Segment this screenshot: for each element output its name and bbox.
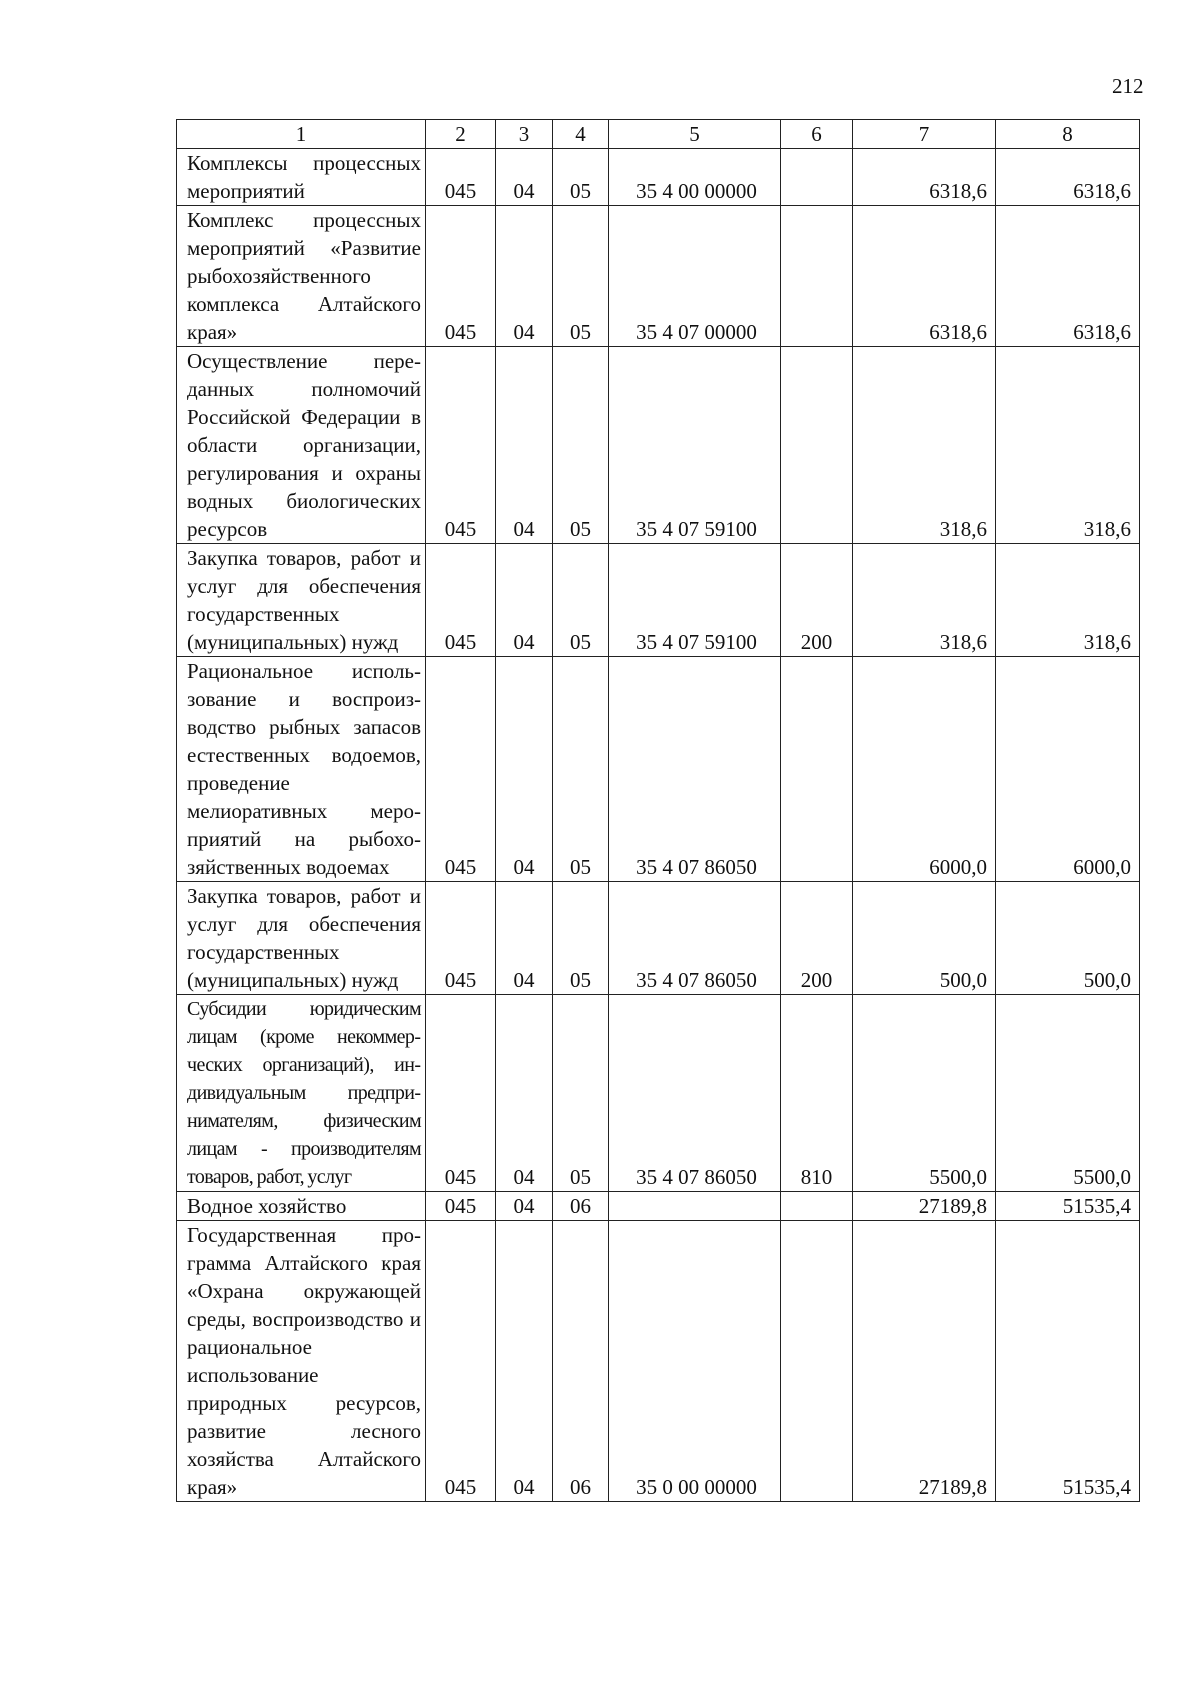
- cell-subsection: 05: [553, 657, 609, 882]
- cell-subsection: 05: [553, 544, 609, 657]
- cell-expense-type: [781, 1221, 853, 1502]
- cell-subsection: 05: [553, 347, 609, 544]
- cell-amount-2: 6318,6: [996, 206, 1140, 347]
- row-name: Государственная программа Алтайского края «Охрана окружающей среды, воспроизводство и рациональное использование природных ресурсов, развитие лесного хозяйства Алтайского края»: [177, 1221, 426, 1502]
- cell-amount-1: 27189,8: [853, 1192, 996, 1221]
- column-header: 3: [496, 120, 553, 149]
- cell-section: 04: [496, 657, 553, 882]
- column-header: 1: [177, 120, 426, 149]
- cell-amount-2: 51535,4: [996, 1192, 1140, 1221]
- cell-section: 04: [496, 1221, 553, 1502]
- cell-ministry-code: 045: [426, 1192, 496, 1221]
- cell-section: 04: [496, 544, 553, 657]
- cell-amount-1: 6318,6: [853, 206, 996, 347]
- cell-section: 04: [496, 995, 553, 1192]
- cell-section: 04: [496, 347, 553, 544]
- cell-ministry-code: 045: [426, 149, 496, 206]
- cell-amount-1: 5500,0: [853, 995, 996, 1192]
- cell-ministry-code: 045: [426, 347, 496, 544]
- column-header: 6: [781, 120, 853, 149]
- column-header: 5: [609, 120, 781, 149]
- cell-target-item: [609, 1192, 781, 1221]
- row-name: Закупка товаров, работ и услуг для обеспечения государственных (муниципальных) нужд: [177, 544, 426, 657]
- cell-amount-2: 6000,0: [996, 657, 1140, 882]
- cell-target-item: 35 4 07 86050: [609, 995, 781, 1192]
- cell-target-item: 35 4 07 86050: [609, 882, 781, 995]
- cell-subsection: 05: [553, 149, 609, 206]
- cell-section: 04: [496, 206, 553, 347]
- cell-amount-1: 318,6: [853, 347, 996, 544]
- cell-subsection: 05: [553, 206, 609, 347]
- cell-target-item: 35 4 07 59100: [609, 347, 781, 544]
- cell-amount-2: 51535,4: [996, 1221, 1140, 1502]
- cell-ministry-code: 045: [426, 882, 496, 995]
- cell-expense-type: [781, 206, 853, 347]
- cell-ministry-code: 045: [426, 657, 496, 882]
- cell-target-item: 35 0 00 00000: [609, 1221, 781, 1502]
- cell-subsection: 06: [553, 1192, 609, 1221]
- cell-expense-type: [781, 657, 853, 882]
- cell-amount-2: 500,0: [996, 882, 1140, 995]
- table-row: [177, 1192, 1140, 1221]
- cell-section: 04: [496, 149, 553, 206]
- cell-amount-2: 6318,6: [996, 149, 1140, 206]
- table-row: [177, 882, 1140, 995]
- cell-amount-1: 500,0: [853, 882, 996, 995]
- cell-target-item: 35 4 07 86050: [609, 657, 781, 882]
- table-row: [177, 149, 1140, 206]
- row-name: Осуществление переданных полномочий Российской Федерации в области организации, регулирования и охраны водных биологических ресурсов: [177, 347, 426, 544]
- cell-target-item: 35 4 00 00000: [609, 149, 781, 206]
- cell-amount-1: 6318,6: [853, 149, 996, 206]
- cell-expense-type: 810: [781, 995, 853, 1192]
- page-number: 212: [1112, 74, 1144, 98]
- cell-expense-type: [781, 1192, 853, 1221]
- table-row: [177, 544, 1140, 657]
- cell-subsection: 06: [553, 1221, 609, 1502]
- cell-amount-1: 6000,0: [853, 657, 996, 882]
- row-name: Закупка товаров, работ и услуг для обеспечения государственных (муниципальных) нужд: [177, 882, 426, 995]
- budget-table: [176, 119, 1140, 1502]
- row-name: Субсидии юридическим лицам (кроме некоммерческих организаций), индивидуальным предпринимателям, физическим лицам - производителям товаров, работ, услуг: [177, 995, 426, 1192]
- cell-ministry-code: 045: [426, 206, 496, 347]
- table-row: [177, 1221, 1140, 1502]
- cell-amount-1: 27189,8: [853, 1221, 996, 1502]
- cell-target-item: 35 4 07 59100: [609, 544, 781, 657]
- cell-amount-2: 318,6: [996, 544, 1140, 657]
- table-header-row: [177, 120, 1140, 149]
- column-header: 2: [426, 120, 496, 149]
- row-name: Рациональное использование и воспроизводство рыбных запасов естественных водоемов, проведение мелиоративных мероприятий на рыбохозяйственных водоемах: [177, 657, 426, 882]
- cell-expense-type: 200: [781, 882, 853, 995]
- cell-ministry-code: 045: [426, 1221, 496, 1502]
- cell-ministry-code: 045: [426, 995, 496, 1192]
- cell-target-item: 35 4 07 00000: [609, 206, 781, 347]
- cell-amount-2: 5500,0: [996, 995, 1140, 1192]
- cell-expense-type: 200: [781, 544, 853, 657]
- cell-amount-1: 318,6: [853, 544, 996, 657]
- cell-subsection: 05: [553, 995, 609, 1192]
- table-row: [177, 347, 1140, 544]
- column-header: 8: [996, 120, 1140, 149]
- cell-section: 04: [496, 1192, 553, 1221]
- row-name: Комплексы процессных мероприятий: [177, 149, 426, 206]
- cell-ministry-code: 045: [426, 544, 496, 657]
- cell-amount-2: 318,6: [996, 347, 1140, 544]
- cell-section: 04: [496, 882, 553, 995]
- table-row: [177, 657, 1140, 882]
- row-name: Водное хозяйство: [177, 1192, 426, 1221]
- column-header: 4: [553, 120, 609, 149]
- cell-subsection: 05: [553, 882, 609, 995]
- row-name: Комплекс процессных мероприятий «Развитие рыбохозяйственного комплекса Алтайского края»: [177, 206, 426, 347]
- table-row: [177, 995, 1140, 1192]
- column-header: 7: [853, 120, 996, 149]
- cell-expense-type: [781, 347, 853, 544]
- cell-expense-type: [781, 149, 853, 206]
- table-row: [177, 206, 1140, 347]
